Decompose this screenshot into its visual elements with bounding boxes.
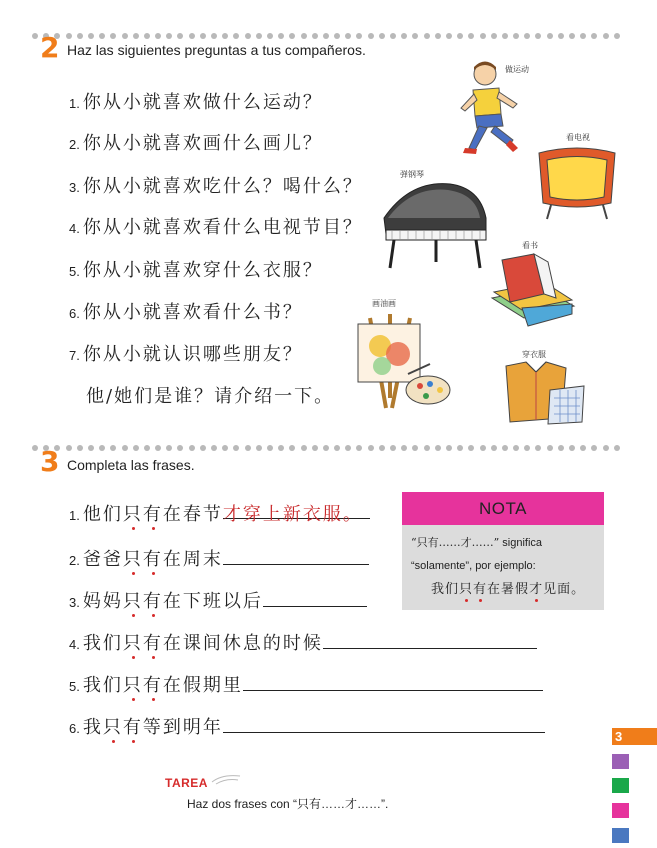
example-text: 在暑假: [487, 582, 530, 597]
label-clothes: 穿衣服: [522, 350, 546, 359]
rule-dot: [211, 33, 217, 39]
answer-blank[interactable]: [263, 588, 367, 607]
rule-dot: [535, 445, 541, 451]
rule-dot: [379, 33, 385, 39]
question-3: [69, 172, 363, 198]
keyword-you: 有: [122, 717, 143, 738]
answer-blank[interactable]: [323, 630, 537, 649]
sentence-text: 他们: [82, 504, 123, 525]
rule-dot: [614, 33, 620, 39]
rule-dot: [446, 445, 452, 451]
rule-dot: [390, 33, 396, 39]
keyword-you: 有: [142, 675, 163, 696]
rule-dot: [368, 445, 374, 451]
rule-dot: [345, 445, 351, 451]
rule-dot: [569, 445, 575, 451]
rule-dot: [491, 33, 497, 39]
rule-dot: [547, 33, 553, 39]
question-number: 2.: [69, 137, 80, 152]
tarea-instruction: Haz dos frases con “只有……才……”.: [187, 797, 389, 811]
rule-dot: [256, 33, 262, 39]
sentence-4: [69, 629, 537, 655]
clothes-illustration: [496, 360, 586, 428]
rule-dot: [435, 33, 441, 39]
keyword-zhi: 只: [122, 504, 143, 525]
rule-dot: [122, 445, 128, 451]
rule-dot: [323, 445, 329, 451]
rule-dot: [468, 33, 474, 39]
sentence-text: 我们: [82, 675, 123, 696]
rule-dot: [99, 33, 105, 39]
question-7: [69, 340, 303, 366]
side-tab-green[interactable]: [612, 778, 629, 793]
label-sport: 做运动: [505, 65, 529, 74]
example-text: 见面。: [543, 582, 586, 597]
rule-dot: [166, 445, 172, 451]
rule-dot: [446, 33, 452, 39]
rule-dot: [32, 33, 38, 39]
rule-dot: [580, 445, 586, 451]
sentence-number: 3.: [69, 595, 80, 610]
section2-number: 2: [40, 31, 60, 64]
question-text: 你从小就喜欢看什么书？: [82, 302, 303, 323]
rule-dot: [312, 445, 318, 451]
section3-instruction: Completa las frases.: [67, 457, 195, 473]
keyword-you: 有: [142, 504, 163, 525]
rule-dot: [502, 445, 508, 451]
rule-dot: [155, 445, 161, 451]
answer-blank[interactable]: 才穿上新衣服。: [223, 500, 370, 519]
answer-blank[interactable]: [223, 714, 545, 733]
rule-dot: [267, 33, 273, 39]
sentence-2: [69, 545, 369, 571]
rule-dot: [513, 33, 519, 39]
nota-line-1: [411, 531, 604, 555]
question-text: 你从小就喜欢穿什么衣服？: [82, 260, 323, 281]
answer-blank[interactable]: [223, 546, 369, 565]
question-text: 你从小就喜欢做什么运动？: [82, 92, 323, 113]
rule-dot: [77, 445, 83, 451]
rule-dot: [245, 445, 251, 451]
keyword-zhi: 只: [122, 591, 143, 612]
section3-number: 3: [40, 445, 60, 478]
rule-dot: [200, 445, 206, 451]
question-number: 4.: [69, 221, 80, 236]
rule-dot: [424, 33, 430, 39]
rule-dot: [412, 33, 418, 39]
rule-dot: [345, 33, 351, 39]
rule-dot: [222, 445, 228, 451]
rule-dot: [256, 445, 262, 451]
rule-dot: [580, 33, 586, 39]
rule-dot: [32, 445, 38, 451]
rule-dot: [412, 445, 418, 451]
rule-dot: [535, 33, 541, 39]
piano-illustration: [380, 178, 490, 270]
rule-dot: [289, 33, 295, 39]
rule-dot: [457, 33, 463, 39]
rule-dot: [614, 445, 620, 451]
rule-dot: [88, 445, 94, 451]
keyword-you: 有: [473, 582, 488, 597]
rule-dot: [144, 33, 150, 39]
rule-dot: [144, 445, 150, 451]
nota-significa: significa: [499, 537, 543, 549]
sentence-text: 妈妈: [82, 591, 123, 612]
rule-dot: [177, 445, 183, 451]
section3-dotted-rule: [32, 444, 620, 452]
sentence-text: 爸爸: [82, 549, 123, 570]
section2-dotted-rule: [32, 32, 620, 40]
rule-dot: [390, 445, 396, 451]
rule-dot: [547, 445, 553, 451]
rule-dot: [88, 33, 94, 39]
rule-dot: [211, 445, 217, 451]
keyword-you: 有: [142, 549, 163, 570]
label-tv: 看电视: [566, 133, 590, 142]
rule-dot: [591, 33, 597, 39]
rule-dot: [312, 33, 318, 39]
sentence-number: 4.: [69, 637, 80, 652]
rule-dot: [379, 445, 385, 451]
sentence-text: 等到明年: [142, 717, 223, 738]
sentence-text: 在课间休息的时候: [162, 633, 323, 654]
rule-dot: [368, 33, 374, 39]
rule-dot: [289, 445, 295, 451]
nota-pattern: “只有……才……”: [411, 536, 500, 549]
sentence-text: 在假期里: [162, 675, 243, 696]
sentence-5: [69, 671, 543, 697]
label-painting: 画油画: [372, 299, 396, 308]
sentence-text: 在周末: [162, 549, 223, 570]
nota-title: NOTA: [402, 492, 604, 525]
rule-dot: [133, 33, 139, 39]
rule-dot: [99, 445, 105, 451]
tv-illustration: [537, 145, 617, 223]
rule-dot: [401, 33, 407, 39]
rule-dot: [200, 33, 206, 39]
page-number-tab: 3: [612, 728, 657, 745]
nota-body: [402, 525, 604, 601]
tarea-decoration: [212, 772, 242, 786]
rule-dot: [110, 445, 116, 451]
painting-easel-illustration: [352, 314, 452, 410]
nota-line-2: “solamente”, por ejemplo:: [411, 560, 536, 572]
keyword-zhi: 只: [122, 549, 143, 570]
rule-dot: [457, 445, 463, 451]
sentence-text: 我们: [82, 633, 123, 654]
rule-dot: [480, 33, 486, 39]
rule-dot: [603, 33, 609, 39]
rule-dot: [233, 445, 239, 451]
question-5: [69, 256, 323, 282]
rule-dot: [558, 445, 564, 451]
rule-dot: [301, 33, 307, 39]
rule-dot: [524, 33, 530, 39]
question-number: 7.: [69, 348, 80, 363]
rule-dot: [356, 445, 362, 451]
rule-dot: [424, 445, 430, 451]
rule-dot: [133, 445, 139, 451]
rule-dot: [558, 33, 564, 39]
rule-dot: [334, 445, 340, 451]
sentence-1: [69, 500, 370, 526]
nota-example: [411, 578, 604, 601]
rule-dot: [524, 445, 530, 451]
rule-dot: [189, 445, 195, 451]
sentence-number: 1.: [69, 508, 80, 523]
rule-dot: [233, 33, 239, 39]
rule-dot: [513, 445, 519, 451]
rule-dot: [222, 33, 228, 39]
label-book: 看书: [522, 241, 538, 250]
rule-dot: [189, 33, 195, 39]
keyword-you: 有: [142, 633, 163, 654]
rule-dot: [278, 33, 284, 39]
rule-dot: [155, 33, 161, 39]
rule-dot: [110, 33, 116, 39]
rule-dot: [569, 33, 575, 39]
rule-dot: [435, 445, 441, 451]
sentence-number: 2.: [69, 553, 80, 568]
rule-dot: [245, 33, 251, 39]
question-1: [69, 88, 323, 114]
sentence-number: 5.: [69, 679, 80, 694]
keyword-zhi: 只: [122, 675, 143, 696]
rule-dot: [301, 445, 307, 451]
label-piano: 弹钢琴: [400, 170, 424, 179]
side-tab-purple[interactable]: [612, 754, 629, 769]
rule-dot: [122, 33, 128, 39]
tarea-label: TAREA: [165, 776, 208, 790]
question-4: [69, 213, 363, 239]
rule-dot: [480, 445, 486, 451]
rule-dot: [356, 33, 362, 39]
question-number: 3.: [69, 180, 80, 195]
rule-dot: [166, 33, 172, 39]
rule-dot: [267, 445, 273, 451]
side-tab-pink[interactable]: [612, 803, 629, 818]
rule-dot: [591, 445, 597, 451]
example-text: 我们: [431, 582, 460, 597]
rule-dot: [502, 33, 508, 39]
rule-dot: [278, 445, 284, 451]
answer-blank[interactable]: [243, 672, 543, 691]
keyword-zhi: 只: [459, 582, 474, 597]
rule-dot: [177, 33, 183, 39]
sentence-text: 在下班以后: [162, 591, 263, 612]
sentence-text: 在春节: [162, 504, 223, 525]
rule-dot: [468, 445, 474, 451]
question-text: 你从小就喜欢看什么电视节目？: [82, 217, 363, 238]
section2-instruction: Haz las siguientes preguntas a tus compañeros.: [67, 42, 366, 58]
rule-dot: [66, 33, 72, 39]
nota-box: [402, 492, 604, 610]
books-illustration: [488, 252, 578, 330]
question-text: 你从小就喜欢画什么画儿？: [82, 133, 323, 154]
rule-dot: [66, 445, 72, 451]
rule-dot: [401, 445, 407, 451]
sentence-6: [69, 713, 545, 739]
rule-dot: [323, 33, 329, 39]
question-6: [69, 298, 303, 324]
question-7-followup: 他/她们是谁？请介绍一下。: [86, 386, 335, 407]
rule-dot: [77, 33, 83, 39]
question-text: 你从小就认识哪些朋友？: [82, 344, 303, 365]
rule-dot: [334, 33, 340, 39]
rule-dot: [491, 445, 497, 451]
question-2: [69, 129, 323, 155]
sentence-text: 我: [82, 717, 103, 738]
keyword-zhi: 只: [122, 633, 143, 654]
question-text: 你从小就喜欢吃什么？喝什么？: [82, 176, 363, 197]
keyword-zhi: 只: [102, 717, 123, 738]
rule-dot: [603, 445, 609, 451]
question-number: 1.: [69, 96, 80, 111]
keyword-you: 有: [142, 591, 163, 612]
question-number: 6.: [69, 306, 80, 321]
side-tab-blue[interactable]: [612, 828, 629, 843]
sentence-number: 6.: [69, 721, 80, 736]
question-number: 5.: [69, 264, 80, 279]
sentence-3: [69, 587, 367, 613]
keyword-cai: 才: [529, 582, 544, 597]
